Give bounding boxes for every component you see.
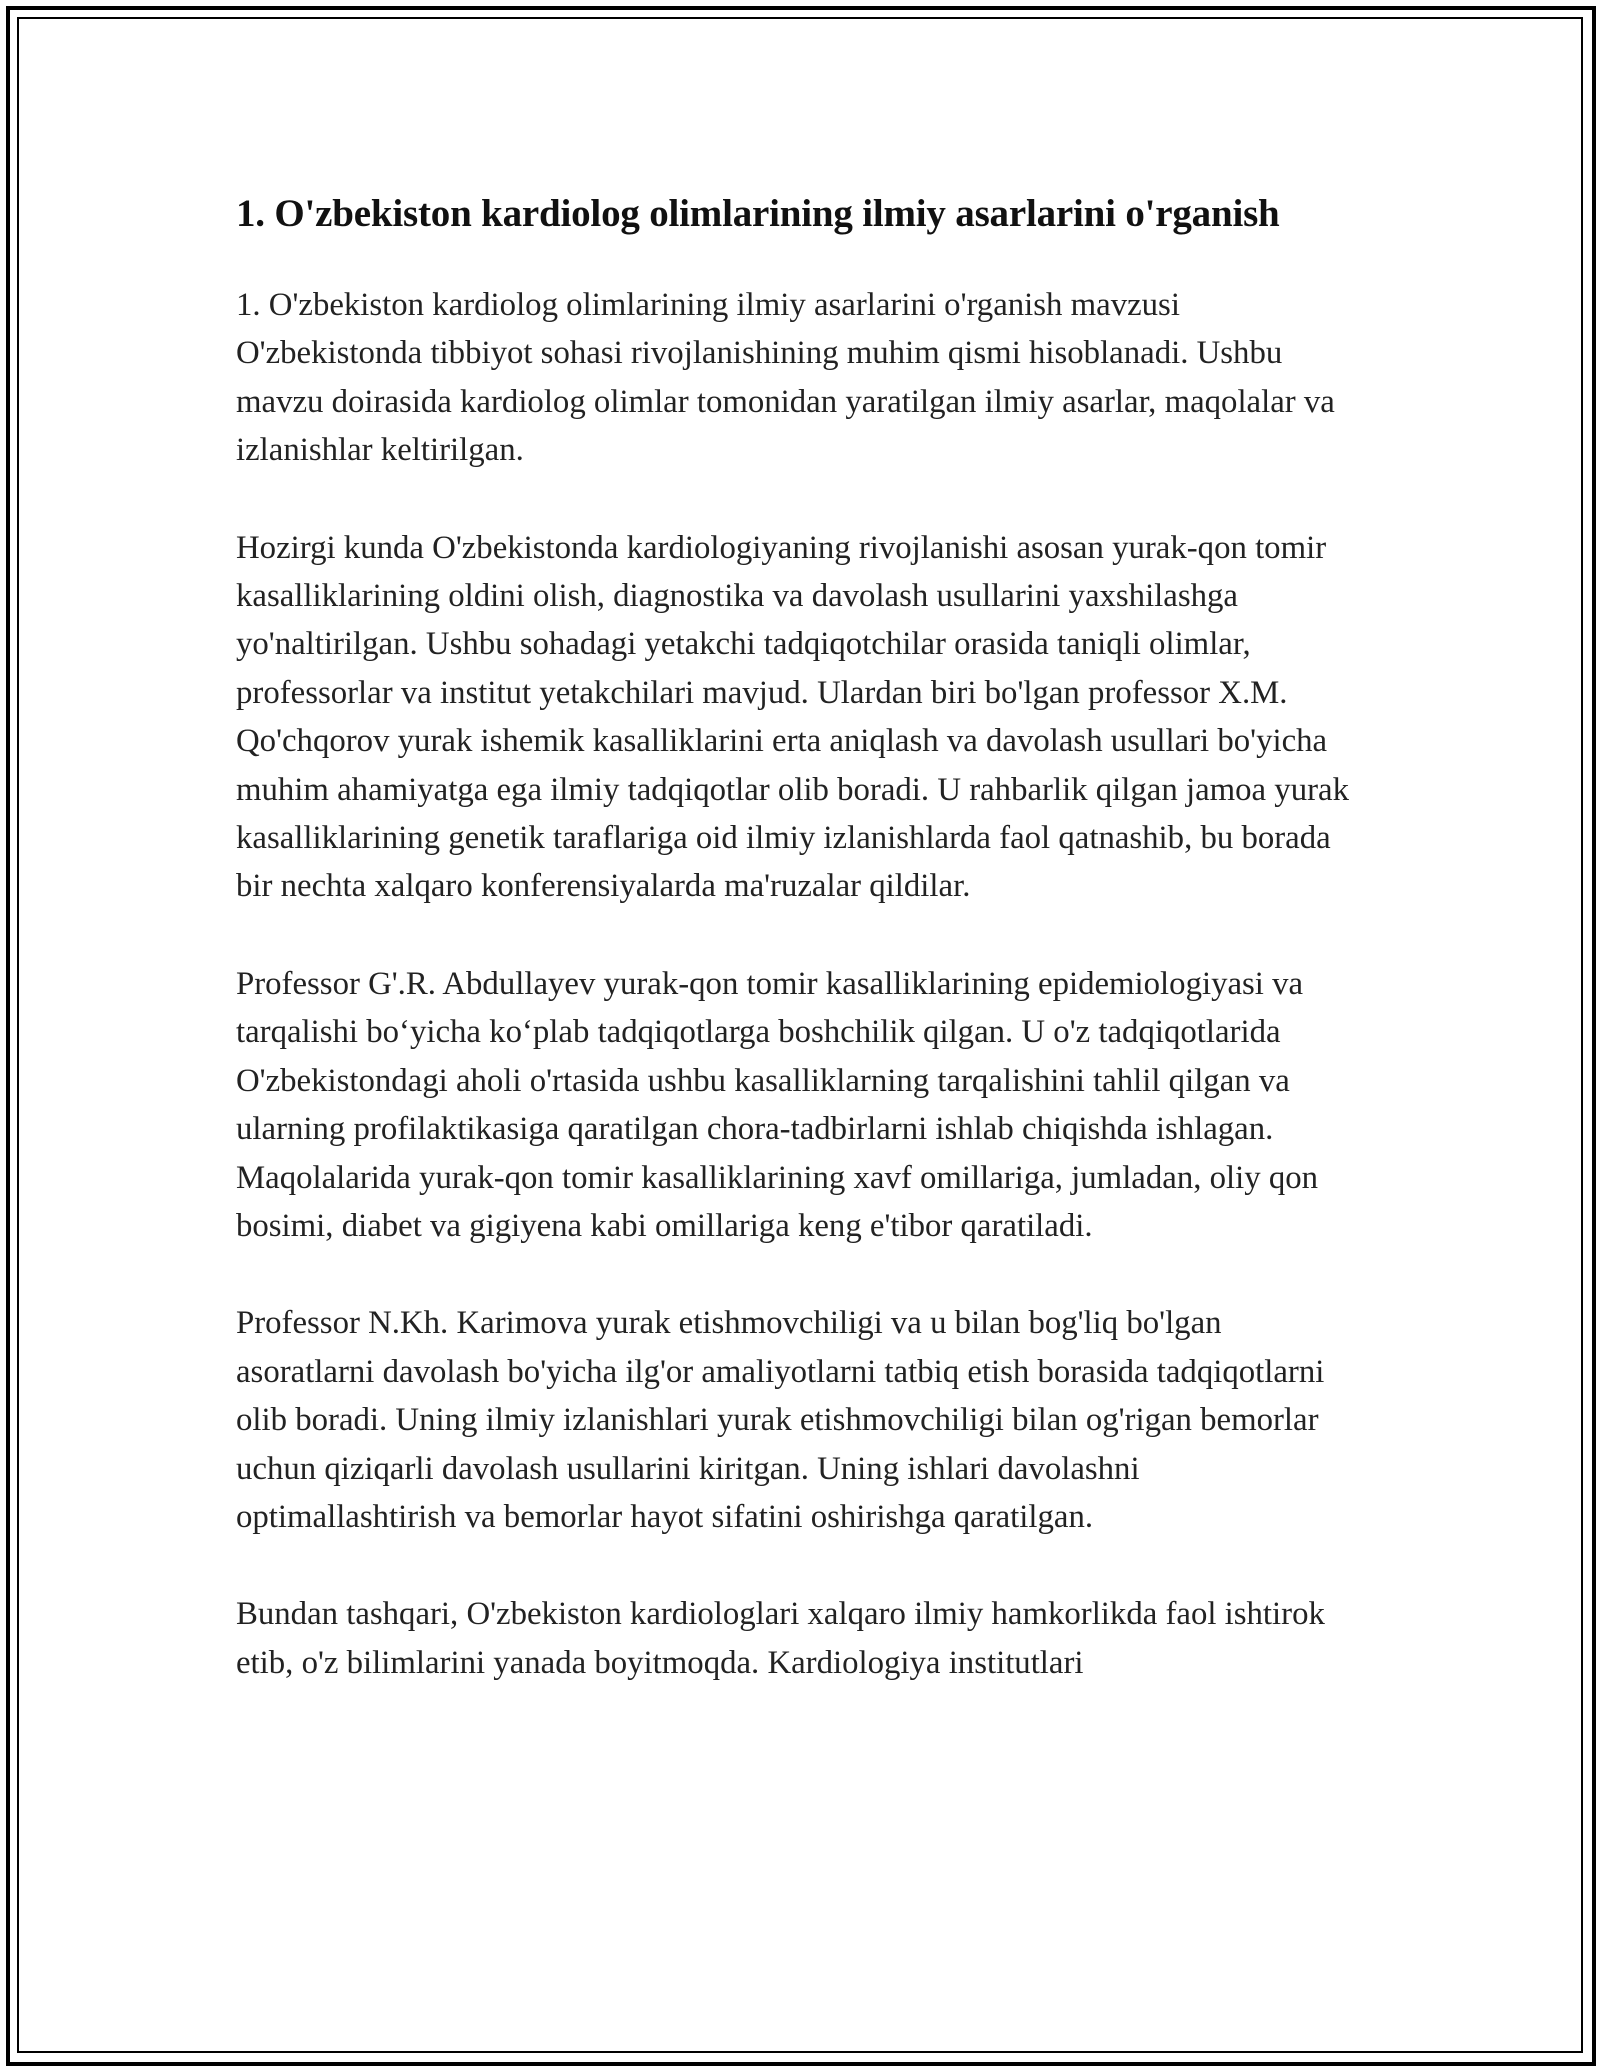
paragraph-current-state: Hozirgi kunda O'zbekistonda kardiologiyaning rivojlanishi asosan yurak-qon tomir kasalliklarining oldini olish, diagnostika va davolash usullarini yaxshilashga yo'naltirilgan. Ushbu sohadagi yetakchi tadqiqotchilar orasida taniqli olimlar, professorlar va institut yetakchilari mavjud. Ulardan biri bo'lgan professor X.M. Qo'chqorov yurak ishemik kasalliklarini erta aniqlash va davolash usullari bo'yicha muhim ahamiyatga ega ilmiy tadqiqotlar olib boradi. U rahbarlik qilgan jamoa yurak kasalliklarining genetik taraflariga oid ilmiy izlanishlarda faol qatnashib, bu borada bir nechta xalqaro konferensiyalarda ma'ruzalar qildilar. [236,529,1349,905]
paragraph-abdullayev: Professor G'.R. Abdullayev yurak-qon tomir kasalliklarining epidemiologiyasi va tarqalishi bo‘yicha ko‘plab tadqiqotlarga boshchilik qilgan. U o'z tadqiqotlarida O'zbekistondagi aholi o'rtasida ushbu kasalliklarning tarqalishini tahlil qilgan va ularning profilaktikasiga qaratilgan chora-tadbirlarni ishlab chiqishda ishlagan. Maqolalarida yurak-qon tomir kasalliklarining xavf omillariga, jumladan, oliy qon bosimi, diabet va gigiyena kabi omillariga keng e'tibor qaratiladi. [236,965,1319,1244]
paragraph-international: Bundan tashqari, O'zbekiston kardiologlari xalqaro ilmiy hamkorlikda faol ishtirok etib, o'z bilimlarini yanada boyitmoqda. Kardiologiya institutlari [236,1596,1325,1681]
paragraph-karimova: Professor N.Kh. Karimova yurak etishmovchiligi va u bilan bog'liq bo'lgan asoratlarni davolash bo'yicha ilg'or amaliyotlarni tatbiq etish borasida tadqiqotlarni olib boradi. Uning ilmiy izlanishlari yurak etishmovchiligi bilan og'rigan bemorlar uchun qiziqarli davolash usullarini kiritgan. Uning ishlari davolashni optimallashtirish va bemorlar hayot sifatini oshirishga qaratilgan. [236,1305,1325,1535]
paragraph-intro: 1. O'zbekiston kardiolog olimlarining ilmiy asarlarini o'rganish mavzusi O'zbekistonda tibbiyot sohasi rivojlanishining muhim qismi hisoblanadi. Ushbu mavzu doirasida kardiolog olimlar tomonidan yaratilgan ilmiy asarlar, maqolalar va izlanishlar keltirilgan. [236,287,1335,469]
document-body [236,186,1366,1736]
document-title: 1. O'zbekiston kardiolog olimlarining ilmiy asarlarini o'rganish [236,192,1280,235]
